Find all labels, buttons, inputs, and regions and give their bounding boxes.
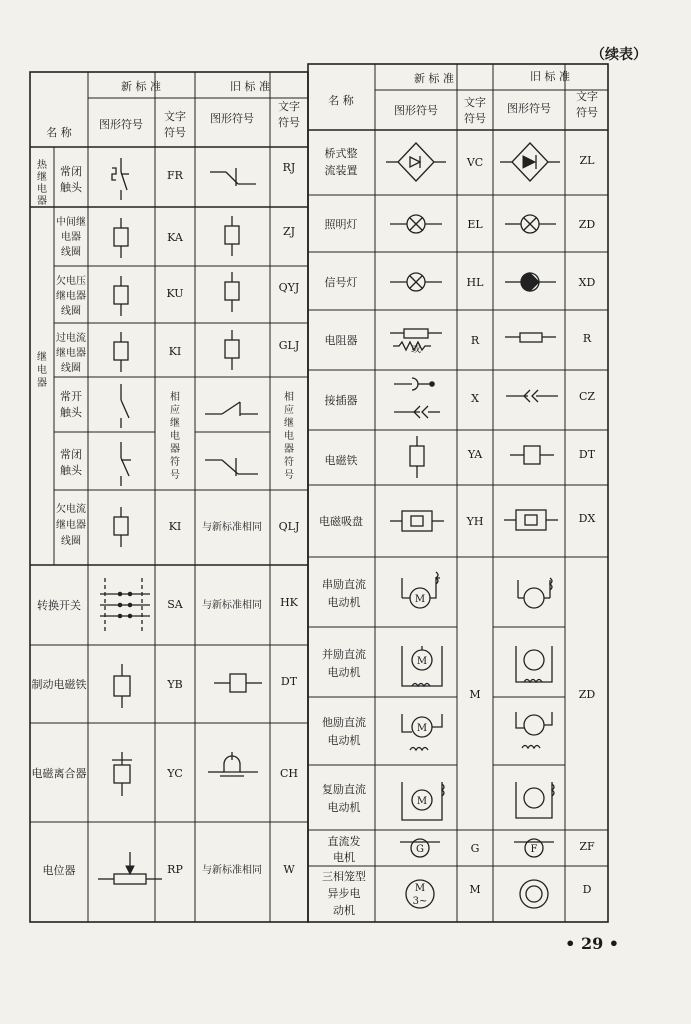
new-code: G	[470, 842, 480, 855]
row-name: 电器	[61, 232, 81, 243]
old-code: XD	[578, 276, 596, 289]
undervoltage-coil-new-icon	[114, 276, 128, 316]
continued-label: （续表）	[591, 47, 647, 63]
vcode-new: 器	[170, 444, 180, 455]
vcode-old: 应	[284, 405, 294, 416]
vcode-new: 号	[170, 470, 180, 481]
row-name: 电动机	[327, 734, 361, 747]
old-code: ZJ	[282, 225, 296, 238]
row-name: 继电器	[56, 348, 86, 359]
series-dc-motor-old-icon	[518, 578, 552, 608]
lighting-lamp-new-icon	[390, 215, 442, 233]
connector-old-icon	[506, 390, 558, 402]
old-code: ZF	[579, 840, 595, 853]
undervoltage-coil-old-icon	[225, 272, 239, 312]
motor-letter: M	[416, 723, 428, 734]
three-phase-label: 3~	[412, 896, 428, 907]
left-header-graphic-old: 图形符号	[210, 112, 254, 125]
row-name: 电动机	[327, 596, 361, 609]
left-header-old: 旧 标 准	[230, 80, 270, 93]
clutch-old-icon	[208, 752, 258, 776]
new-code: KI	[168, 345, 182, 358]
row-name: 过电流	[56, 333, 86, 344]
right-header-new: 新 标 准	[414, 72, 454, 85]
group-char: 器	[37, 378, 47, 389]
generator-letter: F	[530, 844, 538, 855]
new-code: KI	[168, 520, 182, 533]
row-name: 线圈	[61, 536, 81, 547]
row-name: 触头	[60, 464, 82, 477]
signal-lamp-new-icon	[390, 273, 442, 291]
row-name: 常开	[60, 390, 82, 403]
compound-dc-motor-new-icon	[402, 782, 444, 820]
overcurrent-coil-new-icon	[114, 332, 128, 372]
group-char: 热	[37, 160, 47, 171]
row-name: 三相笼型	[322, 870, 366, 883]
row-name: 电位器	[42, 864, 76, 877]
new-code: SA	[167, 598, 183, 611]
new-code: VC	[466, 156, 484, 169]
dc-generator-new-icon	[400, 839, 440, 857]
relay-coil-old-icon	[225, 216, 239, 256]
vcode-old: 器	[284, 444, 294, 455]
new-code: YB	[167, 678, 183, 691]
old-code: CZ	[578, 390, 596, 403]
thermal-nc-contact-old-icon	[210, 168, 256, 186]
new-code: YA	[467, 448, 483, 461]
left-header-text-new-1: 文字	[164, 110, 186, 123]
nc-contact-new-icon	[121, 442, 131, 486]
old-code: R	[582, 332, 592, 345]
right-header-graphic-new: 图形符号	[394, 104, 438, 117]
brake-magnet-old-icon	[214, 674, 262, 692]
old-code: W	[283, 863, 295, 876]
group-char: 继	[37, 172, 47, 183]
vcode-new: 电	[170, 431, 180, 442]
new-code: YC	[167, 767, 183, 780]
new-code: YH	[466, 515, 484, 528]
left-header-name: 名 称	[46, 126, 72, 139]
new-code: KA	[167, 231, 183, 244]
row-name: 电动机	[327, 801, 361, 814]
motor-letter: M	[414, 594, 426, 605]
electromagnet-new-icon	[410, 436, 424, 478]
row-name: 异步电	[327, 887, 361, 900]
page-number: • 29 •	[565, 934, 619, 953]
row-name: 信号灯	[324, 276, 358, 289]
old-code: CH	[279, 767, 299, 780]
brake-magnet-new-icon	[114, 664, 130, 708]
row-name: 并励直流	[322, 648, 366, 661]
three-phase-motor-old-icon	[520, 880, 548, 908]
magnetic-chuck-new-icon	[390, 511, 444, 531]
group-char: 器	[37, 196, 47, 207]
vcode-old: 电	[284, 431, 294, 442]
compound-dc-motor-old-icon	[516, 782, 554, 818]
row-name: 线圈	[61, 363, 81, 374]
left-row-names	[32, 164, 87, 877]
row-name: 常闭	[60, 165, 82, 178]
no-contact-new-icon	[121, 384, 129, 428]
shunt-dc-motor-new-icon	[402, 646, 442, 686]
row-name: 电磁离合器	[31, 767, 87, 780]
electromagnet-old-icon	[510, 446, 554, 464]
new-code: M	[469, 883, 481, 896]
right-header-text-new-2: 符号	[464, 112, 486, 125]
vcode-old: 相	[284, 392, 294, 403]
resistor-old-icon	[505, 333, 556, 342]
vcode-old: 继	[284, 418, 294, 429]
right-header-graphic-old: 图形符号	[507, 102, 551, 115]
old-code: D	[582, 883, 592, 896]
group-label-relay	[37, 350, 47, 389]
row-name: 触头	[60, 181, 82, 194]
row-name: 线圈	[61, 247, 81, 258]
transfer-switch-icon	[100, 578, 150, 632]
clutch-new-icon	[112, 752, 132, 796]
old-symbol-text: 与新标准相同	[202, 865, 262, 876]
left-header-new: 新 标 准	[121, 80, 161, 93]
left-header-text-old-2: 符号	[278, 116, 300, 129]
bridge-rectifier-old-icon	[500, 143, 560, 181]
left-header-text-old-1: 文字	[278, 100, 300, 113]
row-name: 常闭	[60, 448, 82, 461]
resistor-or-label: 或	[411, 344, 421, 355]
separately-excited-dc-motor-old-icon	[516, 712, 552, 748]
thermal-nc-contact-new-icon	[112, 158, 129, 200]
resistor-new-icon	[390, 329, 442, 355]
row-name: 继电器	[56, 520, 86, 531]
row-name: 串励直流	[322, 578, 366, 591]
row-name: 流装置	[324, 164, 358, 177]
group-label-thermal-relay	[37, 158, 48, 207]
row-name: 他励直流	[322, 716, 366, 729]
overcurrent-coil-old-icon	[225, 330, 239, 370]
row-name: 欠电流	[56, 504, 86, 515]
new-code: EL	[467, 218, 483, 231]
old-code: QYJ	[278, 281, 300, 294]
row-name: 直流发	[327, 835, 361, 848]
vcode-new: 应	[170, 405, 180, 416]
generator-letter: G	[416, 844, 424, 855]
vcode-new: 相	[170, 392, 180, 403]
group-char: 电	[37, 365, 47, 376]
old-symbol-text: 与新标准相同	[202, 600, 262, 611]
right-header-old: 旧 标 准	[530, 70, 570, 83]
right-header-text-old-1: 文字	[576, 90, 598, 103]
right-header-text-new-1: 文字	[464, 96, 486, 109]
row-name: 照明灯	[324, 218, 358, 231]
row-name: 欠电压	[56, 276, 86, 287]
new-code: X	[471, 392, 479, 405]
signal-lamp-old-icon	[505, 273, 556, 291]
group-char: 电	[37, 184, 47, 195]
row-name: 电机	[333, 851, 355, 864]
row-name: 制动电磁铁	[31, 678, 87, 691]
old-code: GLJ	[278, 339, 300, 352]
row-name: 电磁铁	[324, 454, 358, 467]
motor-letter: M	[414, 883, 426, 894]
bridge-rectifier-new-icon	[386, 143, 446, 181]
series-dc-motor-new-icon	[402, 572, 440, 608]
row-name: 电磁吸盘	[319, 515, 363, 528]
vcode-new: 继	[170, 418, 180, 429]
row-name: 继电器	[56, 291, 86, 302]
motor-letter: M	[416, 796, 428, 807]
old-code: RJ	[282, 161, 296, 174]
left-codes	[166, 161, 299, 876]
shunt-dc-motor-old-icon	[516, 646, 552, 682]
new-code: M	[469, 688, 481, 701]
potentiometer-icon	[98, 852, 162, 884]
vcode-old: 号	[284, 470, 294, 481]
old-code: DT	[280, 675, 298, 688]
magnetic-chuck-old-icon	[504, 510, 558, 530]
new-code: HL	[466, 276, 484, 289]
old-code: ZD	[578, 688, 596, 701]
separately-excited-dc-motor-new-icon	[402, 714, 442, 750]
left-header-graphic-new: 图形符号	[99, 118, 143, 131]
old-code: HK	[280, 596, 298, 609]
connector-new-icon	[394, 378, 440, 418]
old-code: DT	[578, 448, 596, 461]
right-row-names	[319, 146, 366, 917]
row-name: 线圈	[61, 306, 81, 317]
row-name: 触头	[60, 406, 82, 419]
old-symbol-text: 与新标准相同	[202, 522, 262, 533]
row-name: 动机	[333, 904, 355, 917]
old-code: DX	[578, 512, 596, 525]
undercurrent-coil-new-icon	[114, 507, 128, 547]
row-name: 电阻器	[324, 334, 358, 347]
row-name: 中间继	[56, 217, 86, 228]
new-code: FR	[167, 169, 183, 182]
motor-letter: M	[416, 656, 428, 667]
vcode-new: 符	[170, 457, 180, 468]
row-name: 接插器	[324, 394, 358, 407]
relay-coil-new-icon	[114, 218, 128, 258]
new-code: R	[470, 334, 480, 347]
table-grid	[30, 64, 608, 922]
lighting-lamp-old-icon	[505, 215, 556, 233]
group-char: 继	[37, 352, 47, 363]
right-header-name: 名 称	[328, 94, 354, 107]
old-code: ZD	[578, 218, 596, 231]
three-phase-motor-new-icon	[406, 880, 434, 908]
row-name: 电动机	[327, 666, 361, 679]
dc-generator-old-icon	[514, 839, 554, 857]
row-name: 复励直流	[322, 783, 366, 796]
right-header-text-old-2: 符号	[576, 106, 598, 119]
new-code: RP	[167, 863, 183, 876]
no-contact-old-icon	[205, 402, 258, 416]
row-name: 桥式整	[324, 147, 358, 160]
old-code: ZL	[579, 154, 595, 167]
new-code: KU	[166, 287, 184, 300]
nc-contact-old-icon	[205, 458, 258, 476]
row-name: 转换开关	[37, 599, 81, 612]
old-code: QLJ	[278, 520, 300, 533]
left-header-text-new-2: 符号	[164, 126, 186, 139]
vcode-old: 符	[284, 457, 294, 468]
